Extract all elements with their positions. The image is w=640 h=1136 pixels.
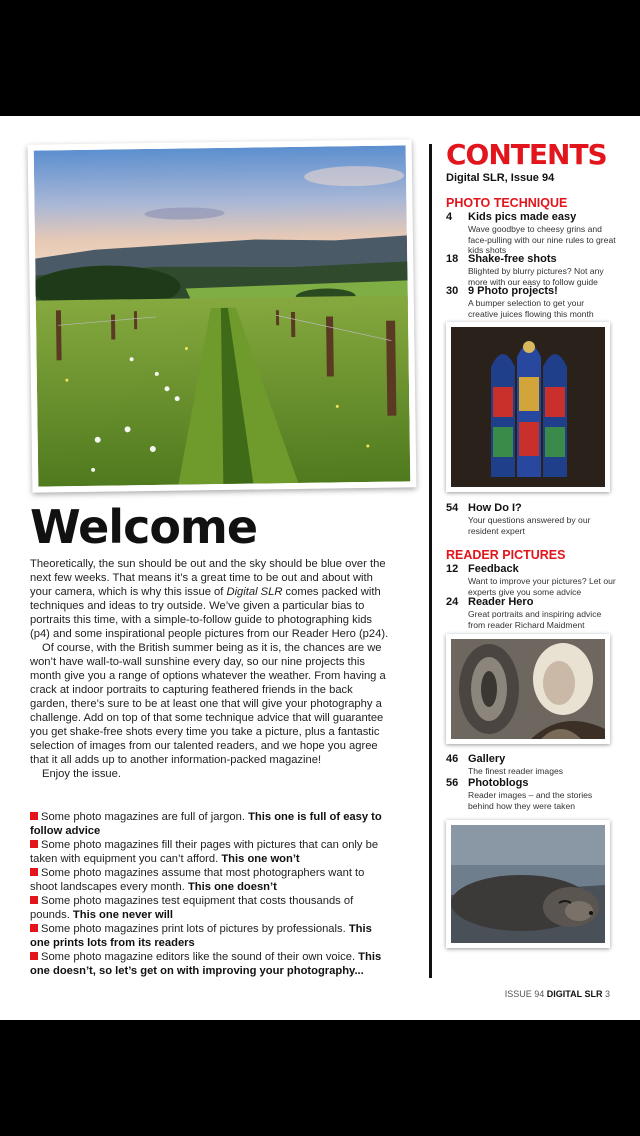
entry-title: How Do I?	[468, 502, 522, 514]
entry-description: The finest reader images	[468, 766, 564, 776]
promise-item: Some photo magazines are full of jargon. This one is full of easy to follow advice	[30, 811, 382, 837]
entry-description: Want to improve your pictures? Let our experts give you some advice	[468, 576, 616, 597]
red-square-bullet-icon	[30, 924, 38, 932]
contents-entry[interactable]	[446, 596, 616, 630]
portrait-photo	[451, 639, 605, 739]
contents-heading: CONTENTS	[446, 138, 607, 171]
entry-title: Reader Hero	[468, 596, 534, 608]
entry-description: Blighted by blurry pictures? Not any more with our easy to follow guide	[468, 266, 604, 287]
contents-entry[interactable]	[446, 563, 616, 597]
red-square-bullet-icon	[30, 812, 38, 820]
intro-text	[30, 557, 392, 781]
magazine-page	[0, 116, 640, 1020]
footer-brand: DIGITAL SLR	[546, 989, 603, 999]
stained-glass-photo	[451, 327, 605, 487]
stained-glass-thumbnail[interactable]	[446, 322, 610, 492]
intro-paragraph: Theoretically, the sun should be out and the sky should be blue over the next few weeks. That means it’s a great time to be out and about with your camera, which is why this issue of Digital SLR comes packed with techniques and ideas to try outside. We’ve given a particular bias to portraits this time, with a simple-to-follow guide to photographing kids (p4) and some inspirational people pictures from our Reader Hero (p24).	[30, 558, 389, 640]
page-number: 30	[446, 285, 459, 297]
entry-title: 9 Photo projects!	[468, 285, 558, 297]
promise-list	[30, 810, 392, 978]
red-square-bullet-icon	[30, 868, 38, 876]
red-square-bullet-icon	[30, 952, 38, 960]
promise-item: Some photo magazines fill their pages with pictures that can only be taken with equipment you can’t afford. This one won’t	[30, 839, 379, 865]
contents-entry[interactable]	[446, 777, 616, 811]
page-number: 4	[446, 211, 453, 223]
entry-description: Reader images – and the stories behind how they were taken	[468, 790, 593, 811]
column-divider	[429, 144, 432, 978]
issue-subtitle: Digital SLR, Issue 94	[446, 172, 555, 184]
portrait-thumbnail[interactable]	[446, 634, 610, 744]
promise-item: Some photo magazine editors like the sound of their own voice. This one doesn’t, so let’s get on with improving your photography...	[30, 951, 382, 977]
page-number: 56	[446, 777, 459, 789]
footer-page-number: 3	[604, 989, 610, 999]
page-number: 46	[446, 753, 459, 765]
entry-description: Great portraits and inspiring advice from reader Richard Maidment	[468, 609, 602, 630]
entry-title: Feedback	[468, 563, 519, 575]
seal-thumbnail[interactable]	[446, 820, 610, 948]
contents-entry[interactable]	[446, 285, 616, 319]
entry-description: Your questions answered by our resident expert	[468, 515, 591, 536]
hero-photo-frame	[28, 139, 417, 492]
entry-description: A bumper selection to get your creative juices flowing this month	[468, 298, 594, 319]
entry-title: Shake-free shots	[468, 253, 557, 265]
intro-paragraph: Enjoy the issue.	[42, 768, 121, 780]
page-number: 18	[446, 253, 459, 265]
section-heading-photo-technique: PHOTO TECHNIQUE	[446, 196, 568, 210]
welcome-heading: Welcome	[30, 500, 258, 554]
promise-item: Some photo magazines assume that most photographers want to shoot landscapes every month. This one doesn’t	[30, 867, 365, 893]
entry-title: Photoblogs	[468, 777, 529, 789]
red-square-bullet-icon	[30, 896, 38, 904]
contents-entry[interactable]	[446, 253, 616, 287]
intro-paragraph: Of course, with the British summer being as it is, the chances are we won’t have wall-to-wall sunshine every day, so our nine projects this month give you a range of options whatever the weather. From having a crack at indoor portraits to capturing feathered friends in the back garden, there’s sure to be at least one that will give your photography a challenge. Add on top of that some technique advice that will guarantee you get shake-free shots every time you take a picture, plus a fantastic selection of images from our talented readers, and we hope you agree that it all adds up to another information-packed magazine!	[30, 642, 386, 766]
entry-title: Gallery	[468, 753, 506, 765]
page-number: 24	[446, 596, 459, 608]
seal-photo	[451, 825, 605, 943]
entry-title: Kids pics made easy	[468, 211, 577, 223]
footer-issue: ISSUE 94	[504, 989, 545, 999]
page-number: 54	[446, 502, 459, 514]
contents-entry[interactable]	[446, 753, 616, 777]
contents-entry[interactable]	[446, 502, 616, 536]
contents-entry[interactable]	[446, 211, 616, 256]
page-footer	[505, 989, 610, 999]
promise-item: Some photo magazines print lots of pictures by professionals. This one prints lots from its readers	[30, 923, 372, 949]
section-heading-reader-pictures: READER PICTURES	[446, 548, 566, 562]
red-square-bullet-icon	[30, 840, 38, 848]
entry-description: Wave goodbye to cheesy grins and face-pulling with our nine rules to great kids shots	[468, 224, 616, 255]
landscape-photo	[34, 145, 411, 486]
page-number: 12	[446, 563, 459, 575]
promise-item: Some photo magazines test equipment that costs thousands of pounds. This one never will	[30, 895, 354, 921]
